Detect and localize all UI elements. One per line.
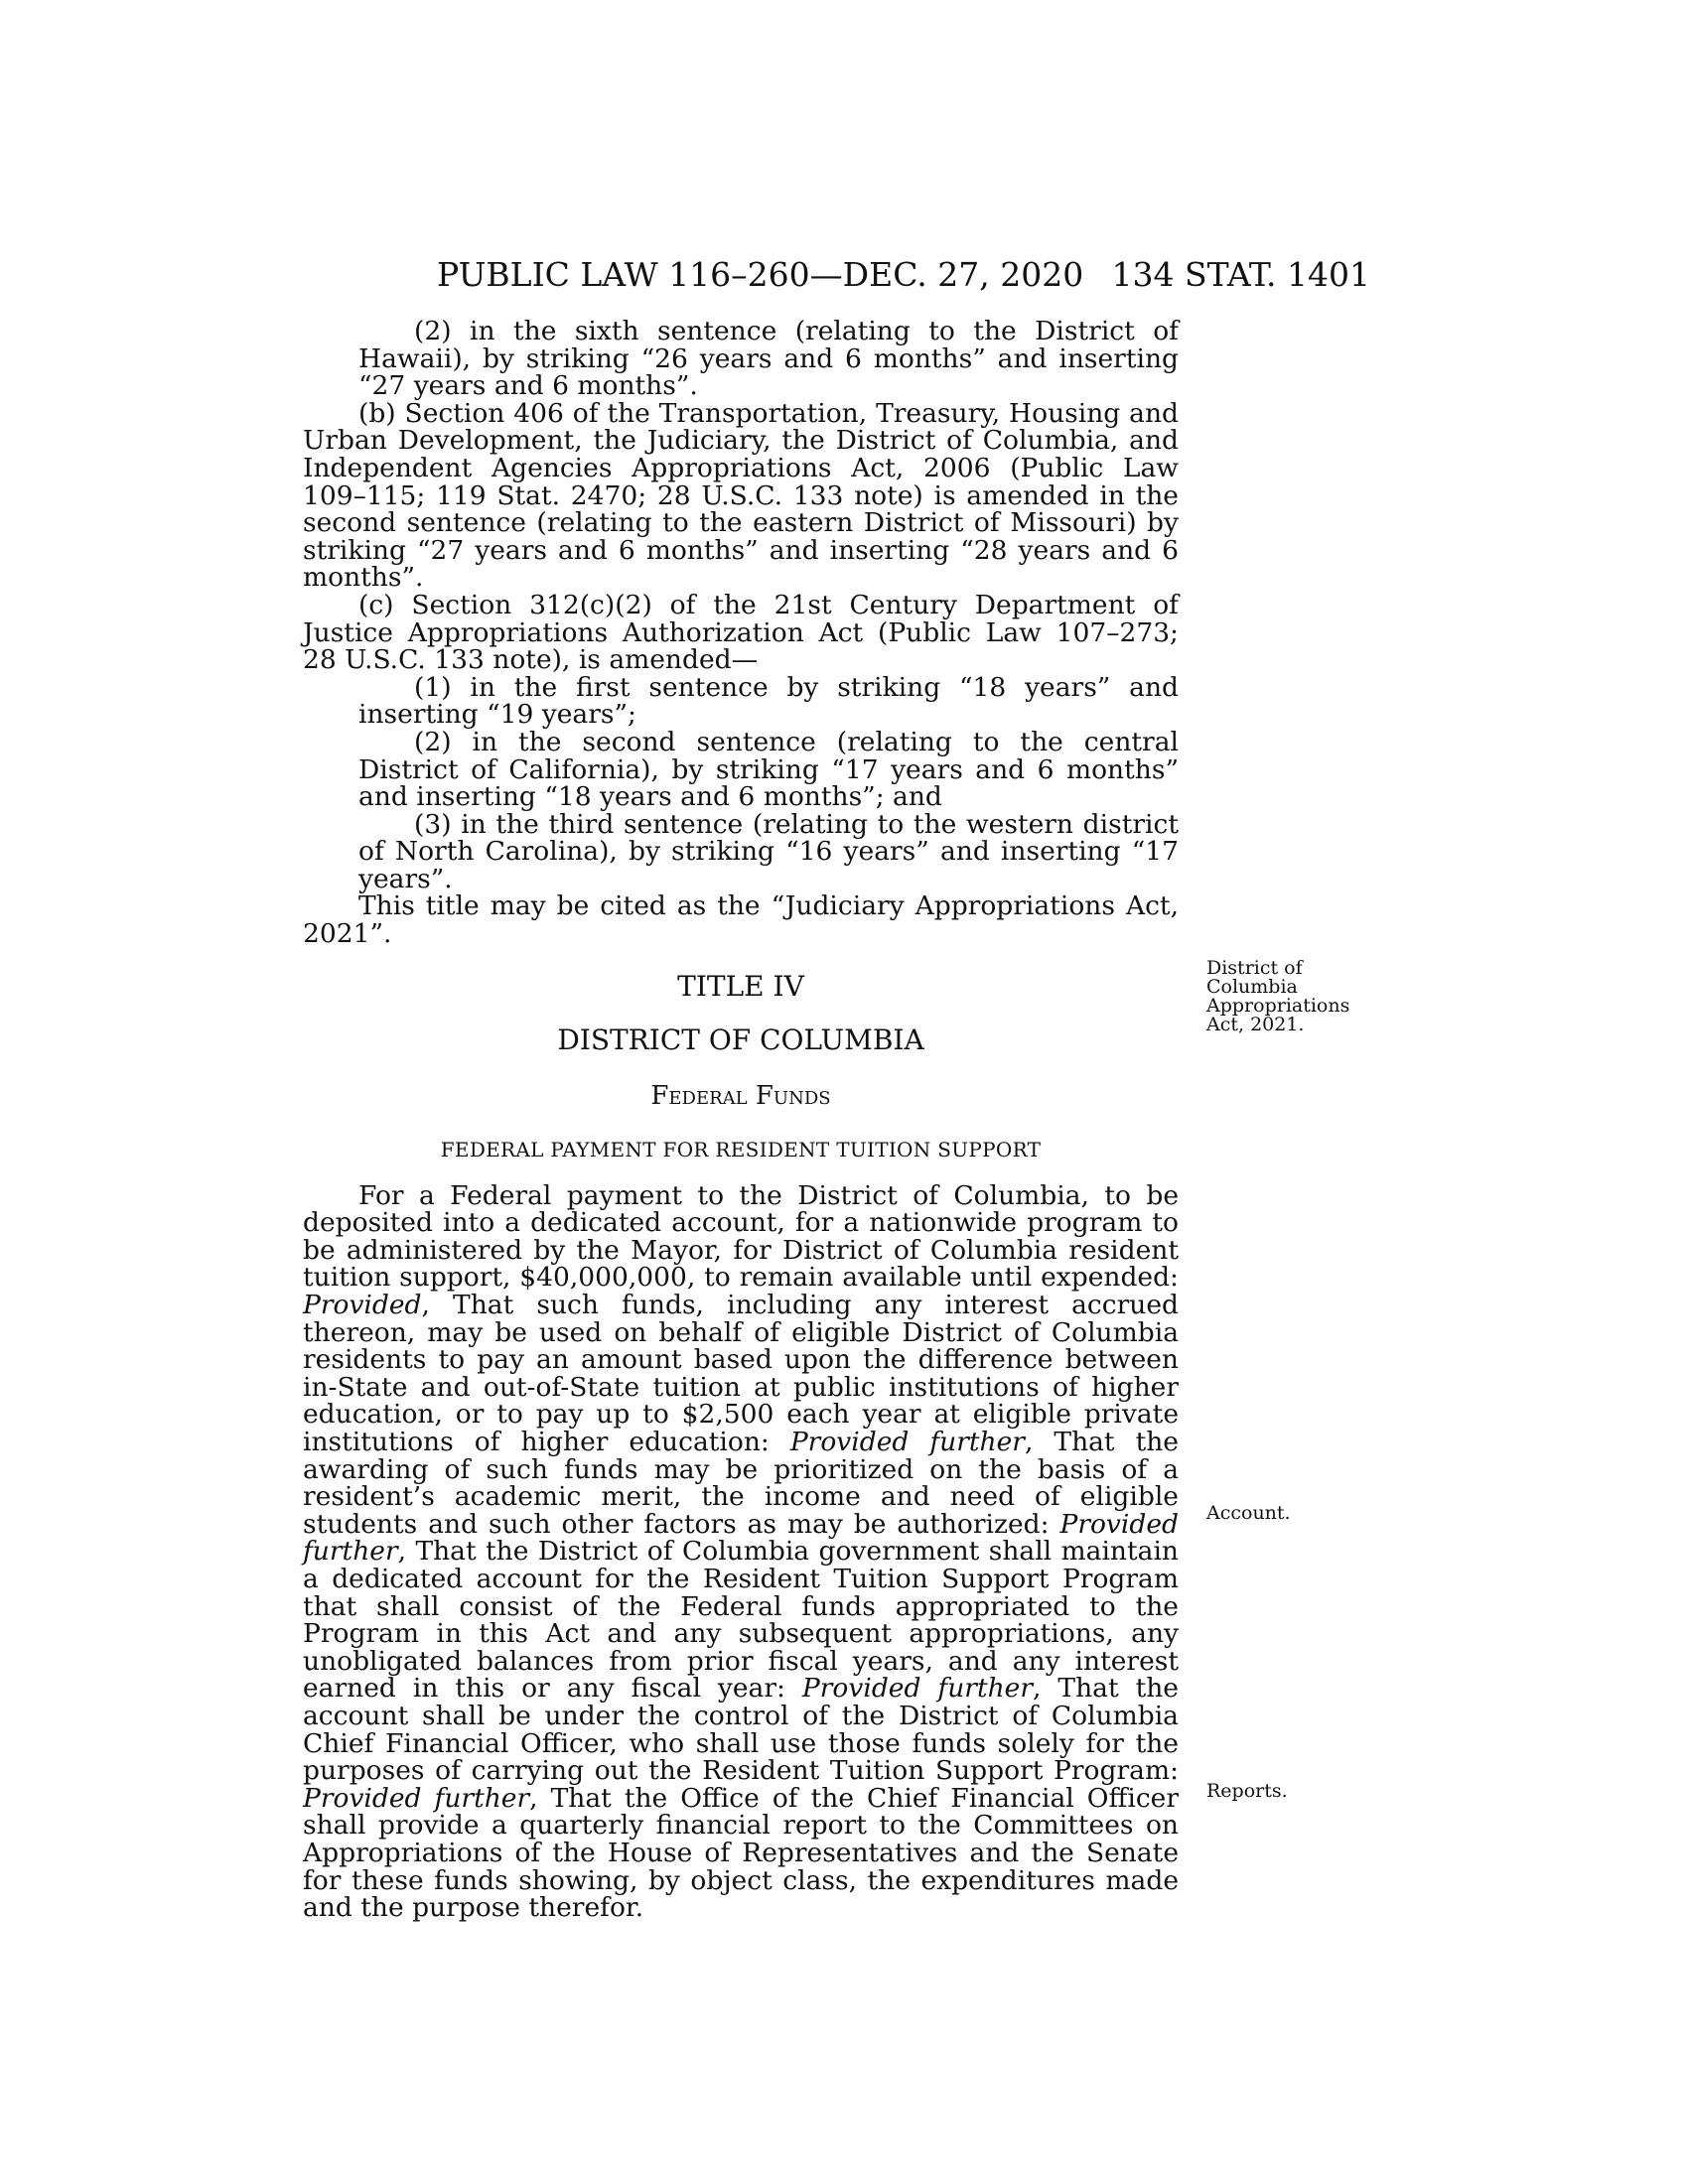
text-run: , That the District of Columbia government shall maintain a dedicated account for the Resident Tuition Support Program that shall consist of the Federal funds appropriated to the Program in this Act and any subsequent appropriations, any unobligated balances from prior fiscal years, and any interest earned in this or any fiscal year:	[303, 1536, 1179, 1705]
paragraph-third-sentence: (3) in the third sentence (relating to the western district of North Carolina), by striking “16 years” and inserting “17 years”.	[358, 808, 1179, 894]
text-run: , That the awarding of such funds may be prioritized on the basis of a resident’s academic merit, the income and need of eligible students and such other factors as may be authorized:	[303, 1427, 1179, 1540]
body-text	[303, 318, 1179, 1922]
text-run: For a Federal payment to the District of Columbia, to be deposited into a dedicated account, for a nationwide program to be administered by the Mayor, for District of Columbia resident tuition support, $40,000,000, to remain available until expended:	[303, 1179, 1179, 1294]
public-law-title: PUBLIC LAW 116–260—DEC. 27, 2020	[437, 255, 1084, 294]
proviso-italic: Provided further	[303, 1508, 1179, 1568]
district-heading: DISTRICT OF COLUMBIA	[557, 1023, 924, 1056]
paragraph-section-406: (b) Section 406 of the Transportation, Treasury, Housing and Urban Development, the Judiciary, the District of Columbia, and Independent Agencies Appropriations Act, 2006 (Public Law 109–115; 119 Stat. 2470; 28 U.S.C. 133 note) is amended in the second sentence (relating to the eastern District of Missouri) by striking “27 years and 6 months” and inserting “28 years and 6 months”.	[303, 397, 1179, 594]
margin-note-reports: Reports.	[1206, 1780, 1288, 1802]
paragraph-hawaii: (2) in the sixth sentence (relating to the District of Hawaii), by striking “26 years and 6 months” and inserting “27 years and 6 months”.	[358, 316, 1179, 402]
margin-note-dc-act: District of Columbia Appropriations Act, 2021.	[1206, 957, 1350, 1035]
proviso-italic: Provided further	[789, 1427, 1025, 1457]
payment-heading: FEDERAL PAYMENT FOR RESIDENT TUITION SUPPORT	[440, 1137, 1042, 1161]
tuition-support-paragraph	[303, 1179, 1180, 1924]
federal-funds-heading	[303, 1081, 1179, 1111]
paragraph-section-312: (c) Section 312(c)(2) of the 21st Century Department of Justice Appropriations Authorization Act (Public Law 107–273; 28 U.S.C. 133 note), is amended—	[303, 589, 1179, 676]
paragraph-first-sentence: (1) in the first sentence by striking “18 years” and inserting “19 years”;	[358, 671, 1179, 731]
text-run: , That such funds, including any interest accrued thereon, may be used on behalf of eligible District of Columbia residents to pay an amount based upon the difference between in-State and out-of-State tuition at public institutions of higher education, or to pay up to $2,500 each year at eligible private institutions of higher education:	[303, 1290, 1179, 1457]
text-run: , That the Office of the Chief Financial Officer shall provide a quarterly financial report to the Committees on Appropriations of the House of Representatives and the Senate for these funds showing, by object class, the expenditures made and the purpose therefor.	[303, 1782, 1180, 1924]
paragraph-short-title: This title may be cited as the “Judiciary Appropriations Act, 2021”.	[303, 890, 1179, 950]
stat-page-number: 134 STAT. 1401	[1111, 255, 1370, 294]
proviso-italic: Provided	[303, 1290, 422, 1321]
title-heading: TITLE IV	[677, 969, 804, 1003]
text-run: , That the account shall be under the control of the District of Columbia Chief Financial Officer, who shall use those funds solely for the purposes of carrying out the Resident Tuition Support Program:	[303, 1673, 1179, 1787]
federal-funds-text: Federal Funds	[650, 1080, 831, 1111]
margin-note-account: Account.	[1206, 1502, 1291, 1524]
proviso-italic: Provided further	[303, 1782, 530, 1814]
running-head	[298, 250, 1370, 300]
proviso-italic: Provided further	[801, 1673, 1034, 1705]
paragraph-second-sentence: (2) in the second sentence (relating to the central District of California), by striking “17 years and 6 months” and inserting “18 years and 6 months”; and	[358, 726, 1179, 813]
